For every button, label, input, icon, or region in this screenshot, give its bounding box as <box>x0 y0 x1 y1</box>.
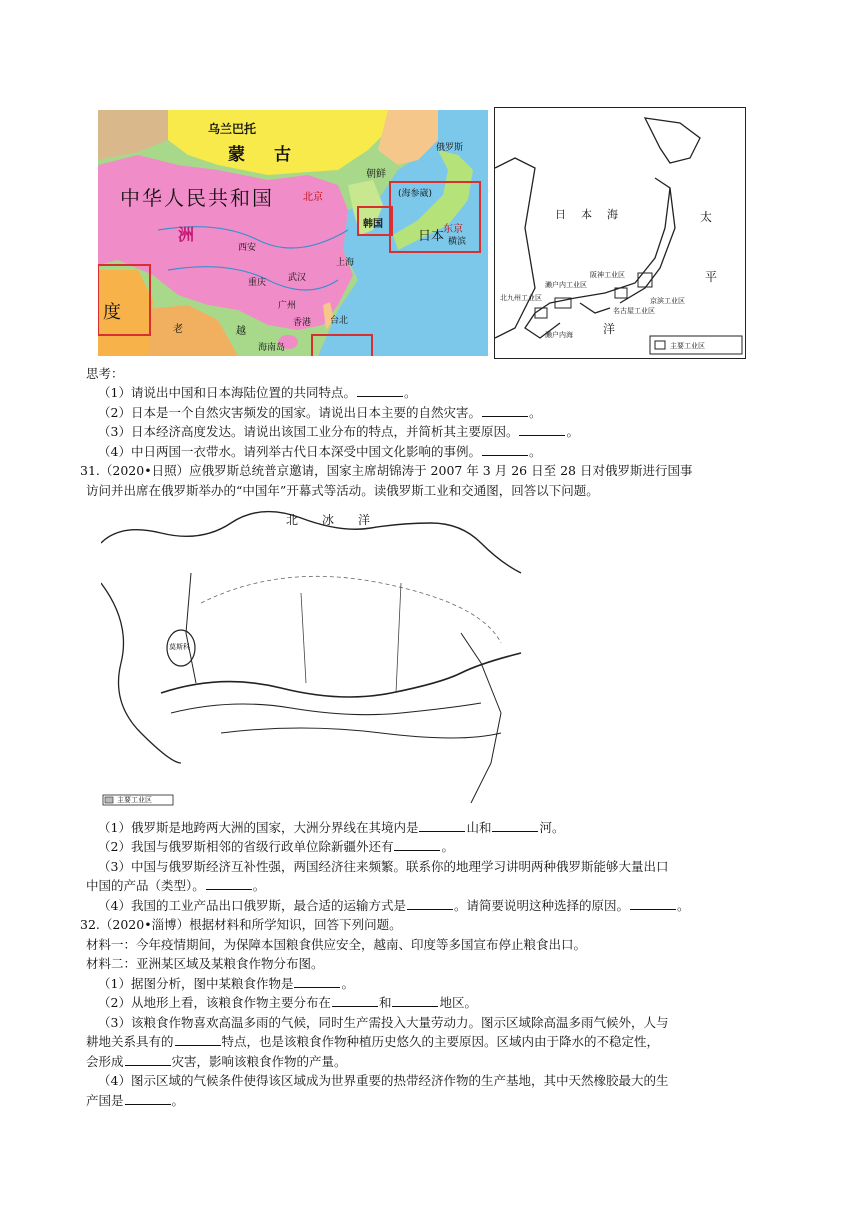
q31-item-4: （4）我国的工业产品出口俄罗斯，最合适的运输方式是 。请简要说明这种选择的原因。 。 <box>98 898 690 913</box>
map-label-wuhan: 武汉 <box>288 273 307 283</box>
answer-blank <box>482 404 528 417</box>
map-label-vladivostok: (海参崴) <box>398 189 433 199</box>
answer-blank <box>175 1033 221 1046</box>
map-label-yokohama: 横滨 <box>448 237 467 247</box>
japan-map-graphic <box>495 108 745 358</box>
map-label-beijing: 北京 <box>303 192 323 203</box>
answer-blank <box>394 838 440 851</box>
map-label-vietnam: 越 <box>236 326 246 337</box>
map-label-laos: 老 <box>173 324 183 335</box>
russia-label-moscow: 莫斯科 <box>169 643 190 651</box>
japan-industry-map <box>494 107 746 359</box>
china-region-map <box>98 110 488 356</box>
answer-blank <box>419 819 465 832</box>
map-label-guangzhou: 广州 <box>278 301 297 311</box>
map-label-ulaanbaatar: 乌兰巴托 <box>208 122 257 136</box>
q32-item-2: （2）从地形上看，该粮食作物主要分布在 和 地区。 <box>98 995 477 1010</box>
answer-blank <box>630 897 676 910</box>
map-label-hainan: 海南岛 <box>258 343 286 353</box>
japan-label-tai: 太 <box>700 210 713 224</box>
japan-label-yang: 洋 <box>603 322 616 336</box>
map-label-asia: 洲 <box>178 225 195 244</box>
q32-item-1: （1）据图分析，图中某粮食作物是 。 <box>98 976 354 991</box>
answer-blank <box>294 975 340 988</box>
q31-item-3-line2: 中国的产品（类型）。 。 <box>86 878 266 893</box>
q31-item-1: （1）俄罗斯是地跨两大洲的国家，大洲分界线在其境内是 山和 河。 <box>98 820 565 835</box>
answer-blank <box>519 423 565 436</box>
japan-label-kitakyushu: 北九州工业区 <box>500 294 542 302</box>
q32-item-3-line2: 耕地关系具有的 特点，也是该粮食作物种植历史悠久的主要原因。区域内由于降水的不稳定性， <box>86 1034 660 1049</box>
japan-legend: 主要工业区 <box>670 342 705 350</box>
answer-blank <box>332 994 378 1007</box>
map-label-mongolia: 蒙 古 <box>228 145 297 165</box>
map-label-india: 度 <box>103 302 121 323</box>
map-label-prc: 中华人民共和国 <box>120 186 274 210</box>
japan-label-chukyo: 名古屋工业区 <box>613 307 655 315</box>
map-label-xian: 西安 <box>238 243 257 253</box>
japan-label-keihin: 京滨工业区 <box>650 297 685 305</box>
map-label-hongkong: 香港 <box>293 318 312 328</box>
answer-blank <box>492 819 538 832</box>
answer-blank <box>392 994 438 1007</box>
russia-map-graphic <box>101 503 535 811</box>
q30-intro: 思考： <box>86 366 124 381</box>
q32-item-4-line1: （4）图示区域的气候条件使得该区域成为世界重要的热带经济作物的生产基地，其中天然橡胶最大的生 <box>98 1073 669 1088</box>
answer-blank <box>357 384 403 397</box>
q32-stem: 32.（2020•淄博）根据材料和所学知识，回答下列问题。 <box>80 917 402 932</box>
map-label-taipei: 台北 <box>330 316 349 326</box>
map-label-japan: 日本 <box>418 229 445 244</box>
map-label-russia-far: 俄罗斯 <box>436 143 464 153</box>
map-label-korea: 朝鲜 <box>366 169 386 180</box>
q30-item-3: （3）日本经济高度发达。请说出该国工业分布的特点，并简析其主要原因。 。 <box>98 424 579 439</box>
answer-blank <box>125 1053 171 1066</box>
q30-item-4: （4）中日两国一衣带水。请列举古代日本深受中国文化影响的事例。 。 <box>98 444 542 459</box>
q32-item-3-line1: （3）该粮食作物喜欢高温多雨的气候，同时生产需投入大量劳动力。图示区域除高温多雨气候外，人与 <box>98 1015 669 1030</box>
japan-label-setouchi: 濑户内海 <box>545 331 573 339</box>
map-label-tokyo: 东京 <box>443 224 463 235</box>
q30-item-2: （2）日本是一个自然灾害频发的国家。请说出日本主要的自然灾害。 。 <box>98 405 542 420</box>
map-label-chongqing: 重庆 <box>248 278 267 288</box>
russia-legend: 主要工业区 <box>117 796 152 804</box>
q31-stem-line2: 访问并出席在俄罗斯举办的“中国年”开幕式等活动。读俄罗斯工业和交通图，回答以下问题。 <box>86 483 599 498</box>
q30-item-1: （1）请说出中国和日本海陆位置的共同特点。 。 <box>98 385 417 400</box>
japan-label-setouchi-ind: 濑户内工业区 <box>545 281 587 289</box>
map-label-korea-south: 韩国 <box>363 219 383 230</box>
answer-blank <box>125 1092 171 1105</box>
answer-blank <box>206 877 252 890</box>
q31-stem-line1: 31.（2020•日照）应俄罗斯总统普京邀请，国家主席胡锦涛于 2007 年 3 月 26 日至 28 日对俄罗斯进行国事 <box>80 463 693 478</box>
russia-industry-map <box>101 503 535 811</box>
q32-item-4-line2: 产国是 。 <box>86 1093 185 1108</box>
answer-blank <box>482 443 528 456</box>
japan-label-hanshin: 阪神工业区 <box>590 271 625 279</box>
map-label-shanghai: 上海 <box>336 258 355 268</box>
q31-item-3-line1: （3）中国与俄罗斯经济互补性强，两国经济往来频繁。联系你的地理学习讲明两种俄罗斯能够大量出口 <box>98 859 669 874</box>
answer-blank <box>407 897 453 910</box>
japan-label-sea: 日 本 海 <box>555 208 620 221</box>
q32-material-2: 材料二：亚洲某区域及某粮食作物分布图。 <box>86 956 324 971</box>
russia-label-arctic: 北 冰 洋 <box>286 513 377 527</box>
japan-label-ping: 平 <box>705 270 718 284</box>
q32-item-3-line3: 会形成 灾害，影响该粮食作物的产量。 <box>86 1054 347 1069</box>
q32-material-1: 材料一：今年疫情期间，为保障本国粮食供应安全，越南、印度等多国宣布停止粮食出口。 <box>86 937 587 952</box>
q31-item-2: （2）我国与俄罗斯相邻的省级行政单位除新疆外还有 。 <box>98 839 454 854</box>
